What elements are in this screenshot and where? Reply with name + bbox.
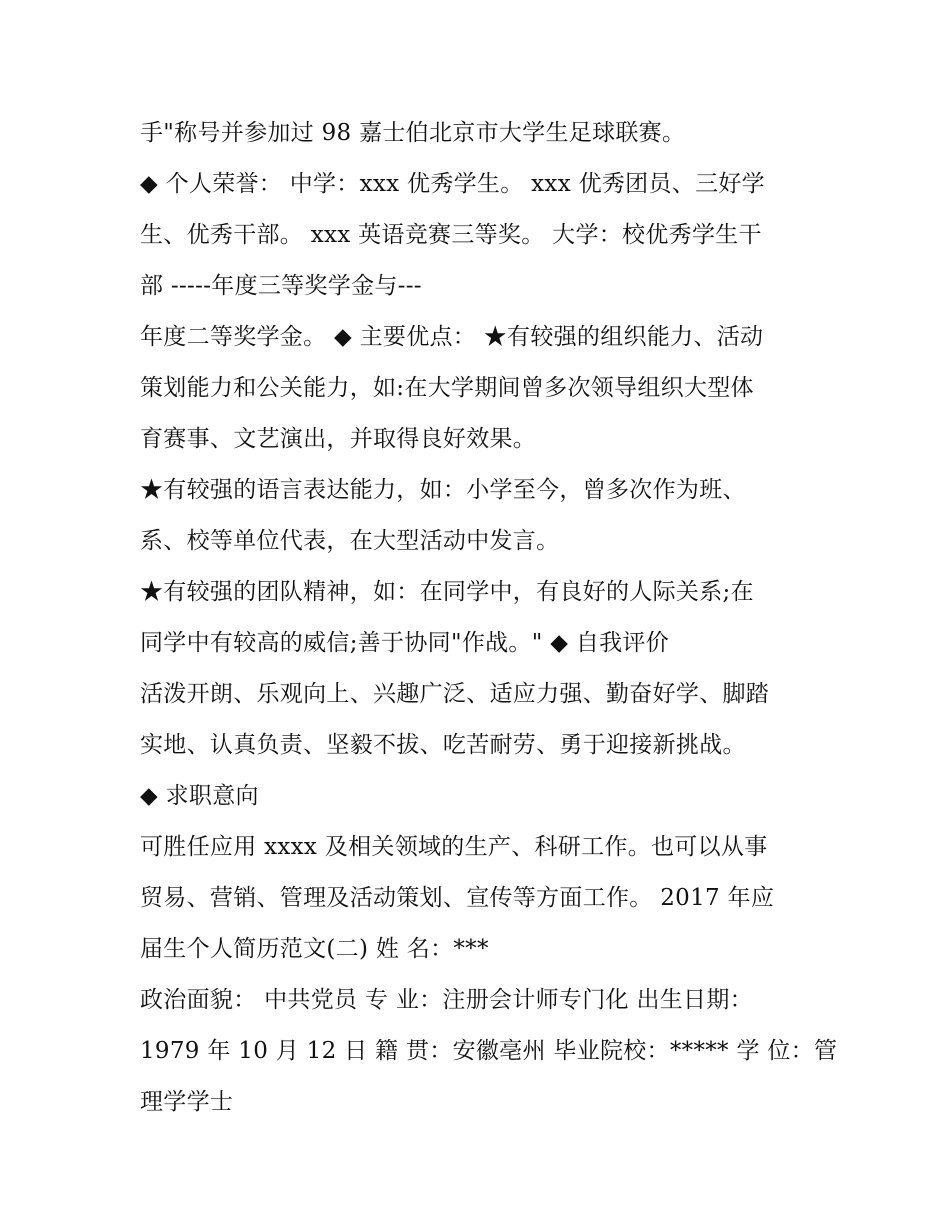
text-line: 可胜任应用 xxxx 及相关领域的生产、科研工作。也可以从事 bbox=[140, 834, 768, 860]
text-line: 手"称号并参加过 98 嘉士伯北京市大学生足球联赛。 bbox=[140, 120, 686, 146]
document-body bbox=[140, 108, 838, 1128]
text-line: 政治面貌： 中共党员 专 业：注册会计师专门化 出生日期： bbox=[140, 987, 753, 1013]
text-line: 同学中有较高的威信;善于协同"作战。" ◆ 自我评价 bbox=[140, 630, 670, 656]
text-line: 贸易、营销、管理及活动策划、宣传等方面工作。 2017 年应 bbox=[140, 885, 775, 911]
text-line: 届生个人简历范文(二) 姓 名：*** bbox=[140, 936, 489, 962]
text-line: 1979 年 10 月 12 日 籍 贯：安徽亳州 毕业院校：***** 学 位：管 bbox=[140, 1038, 838, 1064]
text-line: 部 -----年度三等奖学金与--- bbox=[140, 273, 422, 299]
text-line: 系、校等单位代表，在大型活动中发言。 bbox=[140, 528, 560, 554]
text-line: 实地、认真负责、坚毅不拔、吃苦耐劳、勇于迎接新挑战。 bbox=[140, 732, 746, 758]
text-line: ★有较强的团队精神，如：在同学中，有良好的人际关系;在 bbox=[140, 579, 754, 605]
text-line: ◆ 个人荣誉： 中学：xxx 优秀学生。 xxx 优秀团员、三好学 bbox=[140, 171, 765, 197]
text-line: 活泼开朗、乐观向上、兴趣广泛、适应力强、勤奋好学、脚踏 bbox=[140, 681, 770, 707]
text-line: 生、优秀干部。 xxx 英语竞赛三等奖。 大学：校优秀学生干 bbox=[140, 222, 762, 248]
text-line: 理学学士 bbox=[140, 1089, 234, 1115]
text-line: ★有较强的语言表达能力，如：小学至今，曾多次作为班、 bbox=[140, 477, 746, 503]
text-line: 策划能力和公关能力，如:在大学期间曾多次领导组织大型体 bbox=[140, 375, 754, 401]
text-line: 年度二等奖学金。 ◆ 主要优点： ★有较强的组织能力、活动 bbox=[140, 324, 764, 350]
text-line: ◆ 求职意向 bbox=[140, 783, 259, 809]
text-line: 育赛事、文艺演出，并取得良好效果。 bbox=[140, 426, 537, 452]
